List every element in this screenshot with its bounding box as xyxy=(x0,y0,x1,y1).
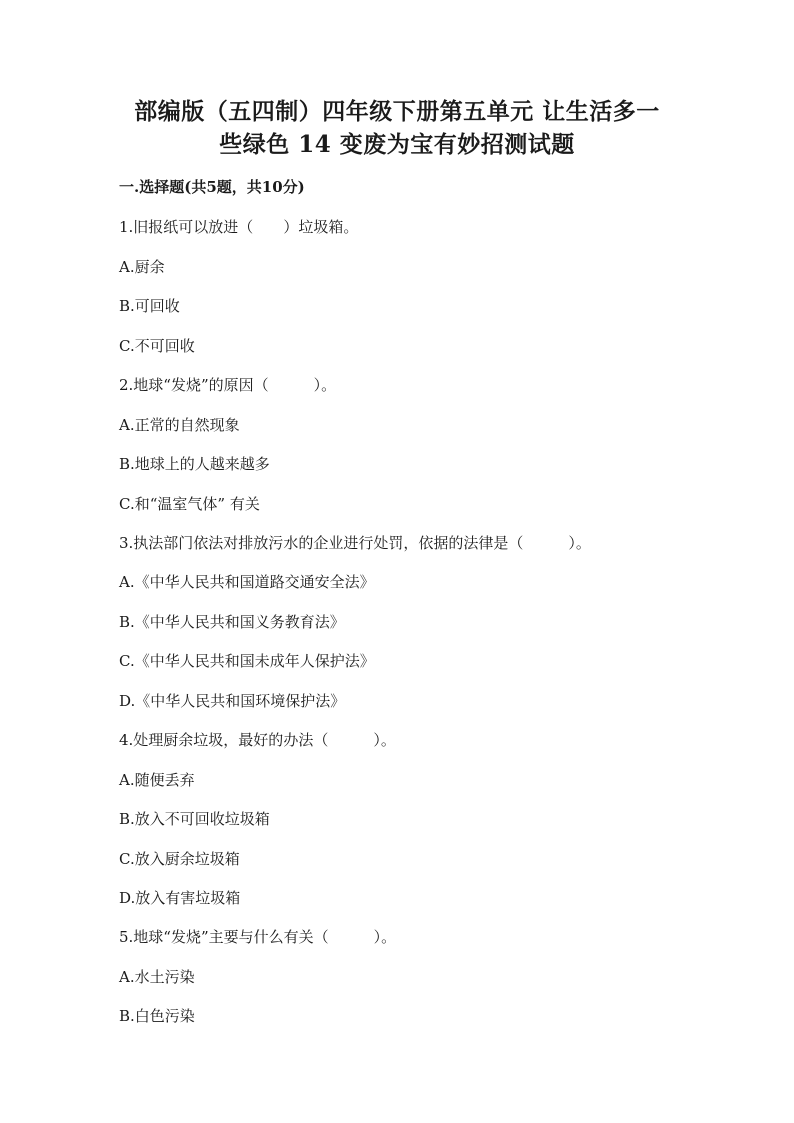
answer-option: B.《中华人民共和国义务教育法》 xyxy=(119,613,345,631)
answer-option: C.放入厨余垃圾箱 xyxy=(119,850,240,868)
question-stem: 3.执法部门依法对排放污水的企业进行处罚，依据的法律是（ ）。 xyxy=(119,534,591,552)
answer-option: B.放入不可回收垃圾箱 xyxy=(119,810,270,828)
answer-option: A.正常的自然现象 xyxy=(119,416,240,434)
answer-option: B.白色污染 xyxy=(119,1007,195,1025)
answer-option: D.《中华人民共和国环境保护法》 xyxy=(119,692,346,710)
answer-option: B.地球上的人越来越多 xyxy=(119,455,270,473)
document-title-line1: 部编版（五四制）四年级下册第五单元 让生活多一 xyxy=(134,98,660,125)
question-stem: 4.处理厨余垃圾，最好的办法（ ）。 xyxy=(119,731,396,749)
answer-option: C.和“温室气体” 有关 xyxy=(119,495,260,513)
answer-option: D.放入有害垃圾箱 xyxy=(119,889,241,907)
document-title-line2: 些绿色 14 变废为宝有妙招测试题 xyxy=(219,131,575,158)
question-stem: 5.地球“发烧”主要与什么有关（ ）。 xyxy=(119,928,397,946)
section-header: 一.选择题(共5题，共10分) xyxy=(119,178,305,196)
answer-option: A.水土污染 xyxy=(119,968,195,986)
answer-option: C.《中华人民共和国未成年人保护法》 xyxy=(119,652,375,670)
question-stem: 1.旧报纸可以放进（ ）垃圾箱。 xyxy=(119,218,359,236)
answer-option: C.不可回收 xyxy=(119,337,195,355)
answer-option: A.《中华人民共和国道路交通安全法》 xyxy=(119,573,375,591)
answer-option: A.随便丢弃 xyxy=(119,771,195,789)
answer-option: A.厨余 xyxy=(119,258,165,276)
answer-option: B.可回收 xyxy=(119,297,180,315)
question-stem: 2.地球“发烧”的原因（ ）。 xyxy=(119,376,337,394)
